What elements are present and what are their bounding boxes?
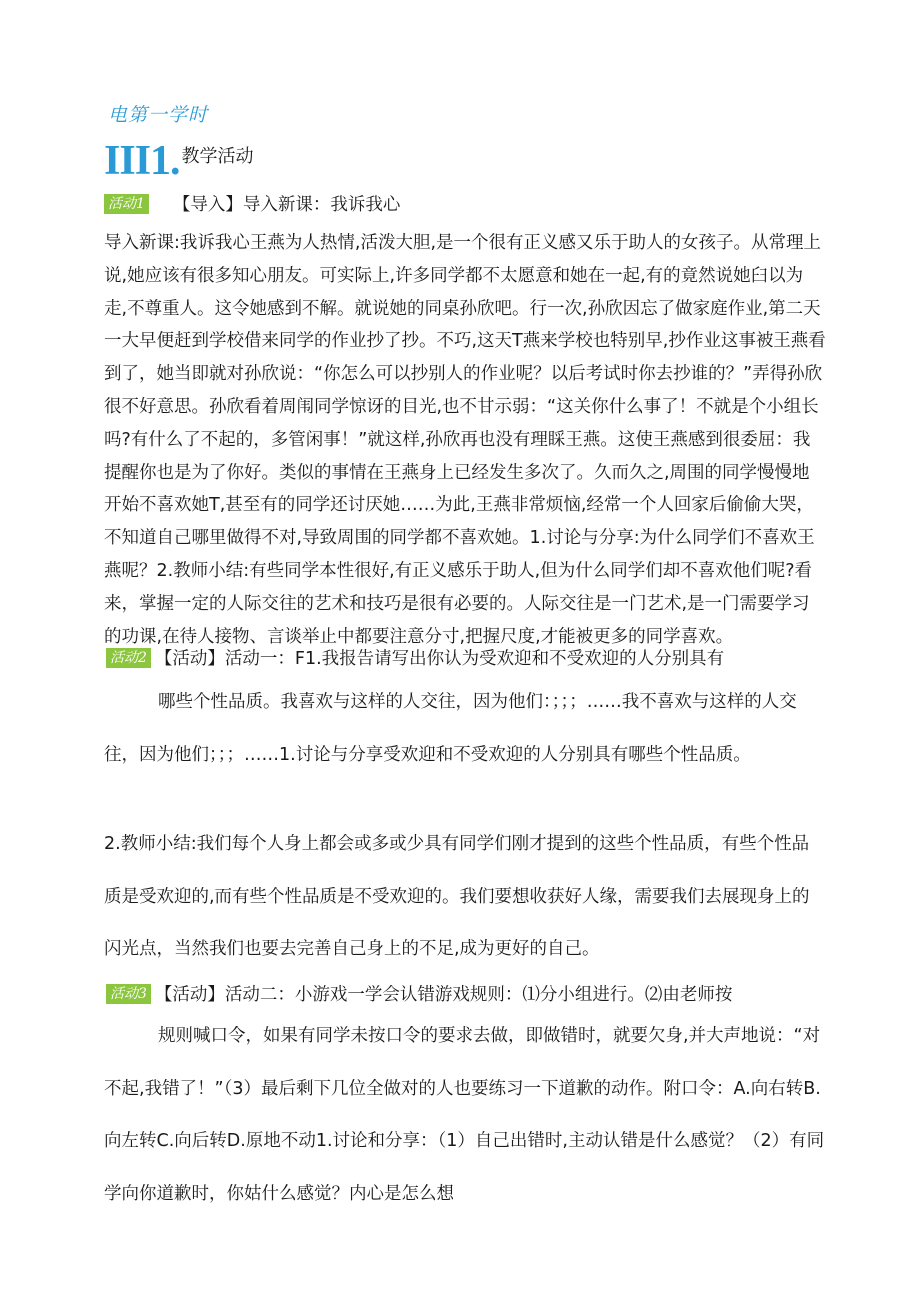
activity-3-title: 【活动】活动二：小游戏一学会认错游戏规则：⑴分小组进行。⑵由老师按 <box>154 985 733 1005</box>
activity-3-tag: 活动3 <box>106 984 151 1004</box>
activity-3-body: 规则喊口令，如果有同学未按口令的要求去做，即做错时，就要欠身,并大声地说：“对不起,我错了！”（3）最后剩下几位全做对的人也要练习一下道歉的动作。附口令：A.向右转B.向左转C.向后转D.原地不动1.讨论和分享：（1）自己出错时,主动认错是什么感觉？（2）有同学向你道歉时，你姑什么感觉？内心是怎么想 <box>104 1026 825 1204</box>
activity-3-header <box>106 981 732 1006</box>
section-heading <box>104 136 254 182</box>
activity-1-title: 【导入】导入新课：我诉我心 <box>172 195 401 215</box>
section-number: III1. <box>104 138 180 184</box>
activity-1-tag: 活动1 <box>104 194 149 214</box>
activity-2-header <box>106 645 724 670</box>
activity-1-body: 导入新课:我诉我心王燕为人热情,活泼大胆,是一个很有正义感又乐于助人的女孩子。从常理上说,她应该有很多知心朋友。可实际上,许多同学都不太愿意和她在一起,有的竟然说她臼以为走,不尊重人。这令她感到不解。就说她的同桌孙欣吧。行一次,孙欣因忘了做家庭作业,第二天一大早便赶到学校借来同学的作业抄了抄。不巧,这天T燕来学校也特别早,抄作业这事被王燕看到了，她当即就对孙欣说：“你怎么可以抄别人的作业呢？以后考试时你去抄谁的？”弄得孙欣很不好意思。孙欣看着周闱同学惊讶的目光,也不甘示弱：“这关你什么事了！不就是个小组长吗?有什么了不起的，多管闲事！”就这样,孙欣再也没有理睬王燕。这使王燕感到很委屈：我提醒你也是为了你好。类似的事情在王燕身上已经发生多次了。久而久之,周围的同学慢慢地开始不喜欢她T,甚至有的同学还讨厌她……为此,王燕非常烦恼,经常一个人回家后偷偷大哭，不知道自己哪里做得不对,导致周围的同学都不喜欢她。1.讨论与分享:为什么同学们不喜欢王燕呢？2.教师小结:有些同学本性很好,有正义感乐于助人,但为什么同学们却不喜欢他们呢?看来，掌握一定的人际交往的艺术和技巧是很有必要的。人际交往是一门艺术,是一门需要学习的功课,在待人接物、言谈举止中都要注意分寸,把握尺度,才能被更多的同学喜欢。 <box>104 233 826 647</box>
activity-2-summary: 2.教师小结:我们每个人身上都会或多或少具有同学们刚才提到的这些个性品质，有些个性品质是受欢迎的,而有些个性品质是不受欢迎的。我们要想收获好人缘，需要我们去展现身上的闪光点，当然我们也要去完善自己身上的不足,成为更好的自己。 <box>104 834 810 959</box>
activity-2-title: 【活动】活动一：F1.我报告请写出你认为受欢迎和不受欢迎的人分别具有 <box>154 649 725 669</box>
lesson-title: 电第一学时 <box>108 104 209 126</box>
activity-2-tag: 活动2 <box>106 648 151 668</box>
section-title: 教学活动 <box>181 146 254 167</box>
activity-2-body: 哪些个性品质。我喜欢与这样的人交往，因为他们：；；；……我不喜欢与这样的人交往，因为他们；；；……1.讨论与分享受欢迎和不受欢迎的人分别具有哪些个性品质。 <box>104 692 797 765</box>
activity-1-header <box>104 191 400 216</box>
